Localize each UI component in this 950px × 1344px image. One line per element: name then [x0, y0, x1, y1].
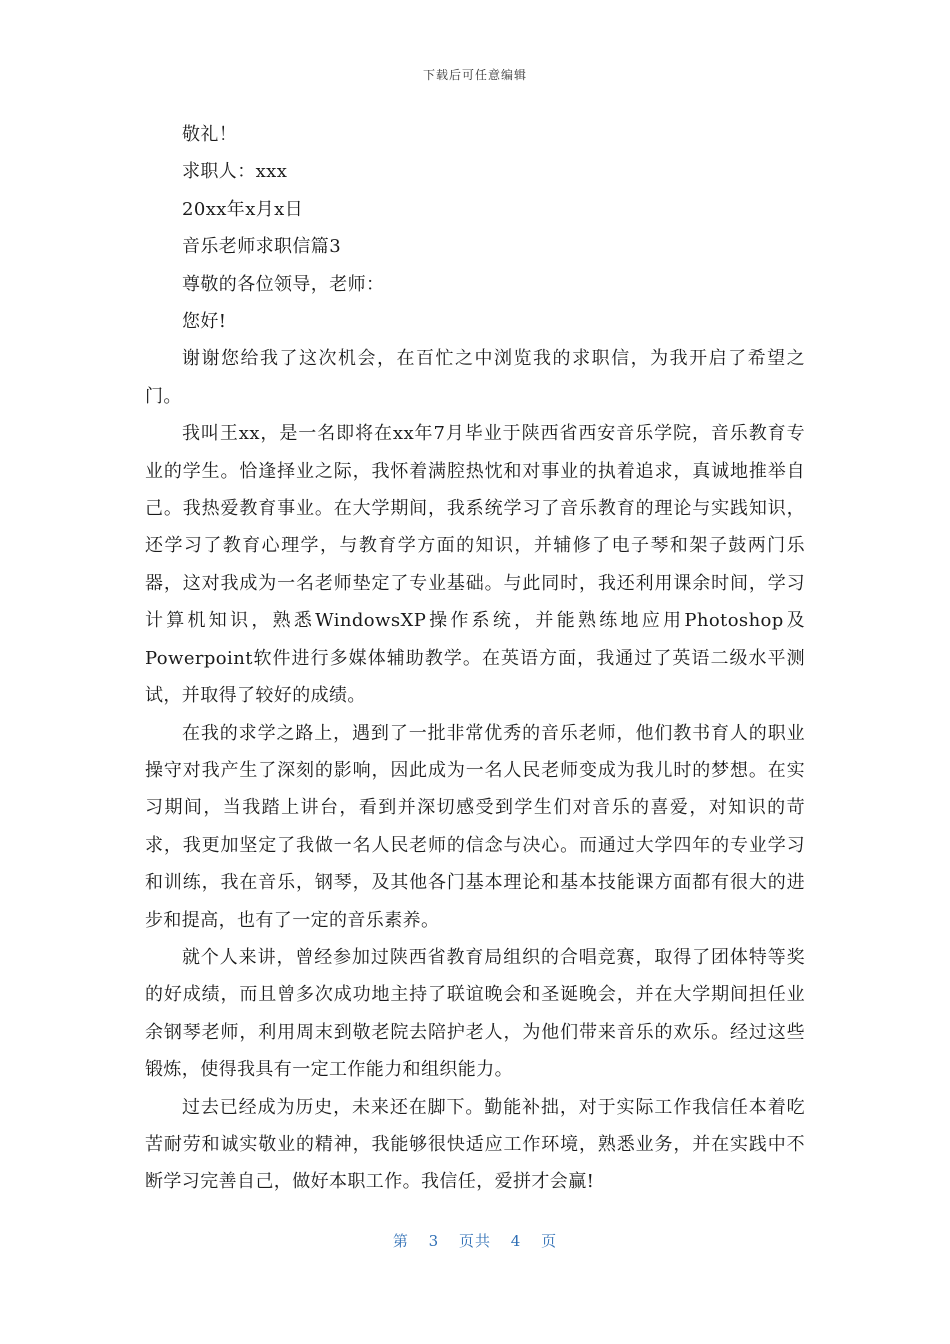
- paragraph-thanks: 谢谢您给我了这次机会，在百忙之中浏览我的求职信，为我开启了希望之门。: [145, 348, 805, 407]
- letter-date: 20xx年x月x日: [182, 198, 304, 220]
- section-title: 音乐老师求职信篇3: [182, 236, 342, 258]
- page-header: 下载后可任意编辑: [422, 68, 527, 82]
- document-body: [145, 116, 805, 1201]
- page-number: 第 3 页共 4 页: [392, 1232, 558, 1250]
- letter-greeting: 尊敬的各位领导，老师：: [182, 273, 385, 295]
- paragraph-experience: 就个人来讲，曾经参加过陕西省教育局组织的合唱竞赛，取得了团体特等奖的好成绩，而且曾多次成功地主持了联谊晚会和圣诞晚会，并在大学期间担任业余钢琴老师，利用周末到敬老院去陪护老人，为他们带来音乐的欢乐。经过这些锻炼，使得我具有一定工作能力和组织能力。: [145, 946, 805, 1081]
- paragraph-introduction: 我叫王xx，是一名即将在xx年7月毕业于陕西省西安音乐学院，音乐教育专业的学生。恰逢择业之际，我怀着满腔热忱和对事业的执着追求，真诚地推举自己。我热爱教育事业。在大学期间，我系统学习了音乐教育的理论与实践知识，还学习了教育心理学，与教育学方面的知识，并辅修了电子琴和架子鼓两门乐器，这对我成为一名老师垫定了专业基础。与此同时，我还利用课余时间，学习计算机知识，熟悉WindowsXP操作系统，并能熟练地应用Photoshop及Powerpoint软件进行多媒体辅助教学。在英语方面，我通过了英语二级水平测试，并取得了较好的成绩。: [145, 423, 805, 707]
- paragraph-motivation: 在我的求学之路上，遇到了一批非常优秀的音乐老师，他们教书育人的职业操守对我产生了深刻的影响，因此成为一名人民老师变成为我儿时的梦想。在实习期间，当我踏上讲台，看到并深切感受到学生们对音乐的喜爱，对知识的苛求，我更加坚定了我做一名人民老师的信念与决心。而通过大学四年的专业学习和训练，我在音乐，钢琴，及其他各门基本理论和基本技能课方面都有很大的进步和提高，也有了一定的音乐素养。: [145, 722, 805, 931]
- paragraph-conclusion: 过去已经成为历史，未来还在脚下。勤能补拙，对于实际工作我信任本着吃苦耐劳和诚实敬业的精神，我能够很快适应工作环境，熟悉业务，并在实践中不断学习完善自己，做好本职工作。我信任，爱拼才会赢!: [145, 1096, 805, 1193]
- letter-hello: 您好!: [182, 311, 227, 333]
- closing-salutation: 敬礼！: [182, 124, 238, 145]
- applicant-signature: 求职人：xxx: [182, 161, 288, 183]
